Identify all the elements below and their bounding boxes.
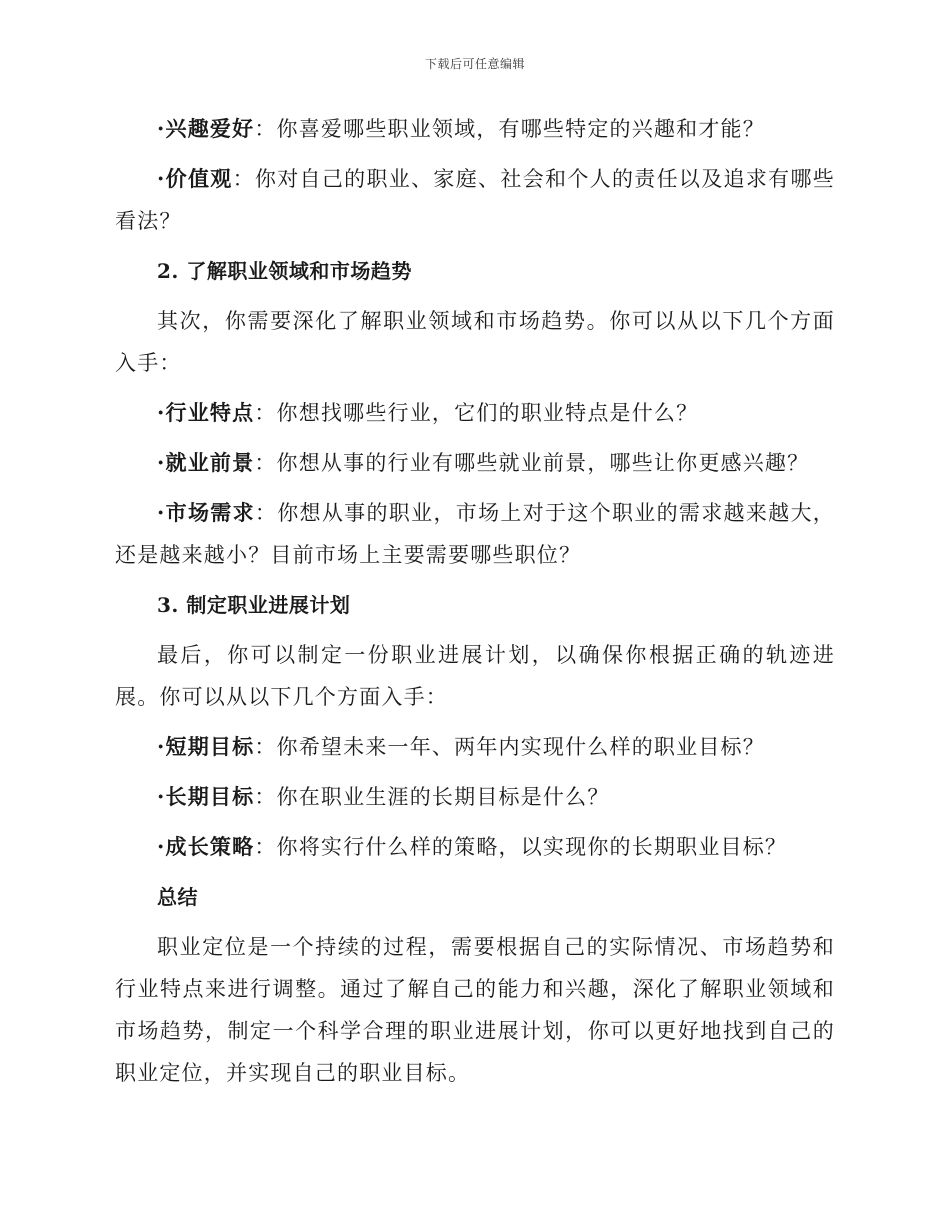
bullet-text: 你想从事的行业有哪些就业前景，哪些让你更感兴趣？ [276, 451, 810, 475]
bullet-text: 你想从事的职业，市场上对于这个职业的需求越来越大，还是越来越小？目前市场上主要需要哪些职位？ [115, 501, 836, 567]
bullet-term: 成长策略 [165, 834, 255, 859]
bullet-dot: · [157, 834, 166, 859]
bullet-interests [115, 108, 835, 150]
bullet-separator: ： [254, 785, 277, 809]
bullet-text: 你对自己的职业、家庭、社会和个人的责任以及追求有哪些看法？ [115, 167, 835, 233]
bullet-growth [115, 826, 835, 868]
bullet-separator: ： [254, 451, 277, 475]
bullet-dot: · [157, 166, 166, 191]
bullet-short-term [115, 726, 835, 768]
bullet-separator: ： [254, 735, 277, 759]
paragraph-market-intro: 其次，你需要深化了解职业领域和市场趋势。你可以从以下几个方面入手： [115, 309, 835, 375]
bullet-dot: · [157, 116, 166, 141]
bullet-industry [115, 392, 835, 434]
bullet-separator: ： [232, 167, 255, 191]
section-heading-summary: 总结 [157, 885, 198, 909]
bullet-values [115, 158, 835, 242]
bullet-text: 你在职业生涯的长期目标是什么？ [276, 785, 610, 809]
bullet-dot: · [157, 734, 166, 759]
bullet-term: 兴趣爱好 [165, 116, 255, 141]
section-heading-plan: 3. 制定职业进展计划 [157, 593, 351, 617]
bullet-prospects [115, 442, 835, 484]
bullet-term: 短期目标 [165, 734, 255, 759]
bullet-text: 你喜爱哪些职业领域，有哪些特定的兴趣和才能？ [276, 117, 765, 141]
bullet-term: 价值观 [165, 166, 233, 191]
bullet-term: 市场需求 [165, 500, 255, 525]
bullet-term: 长期目标 [165, 784, 255, 809]
bullet-text: 你希望未来一年、两年内实现什么样的职业目标？ [276, 735, 765, 759]
paragraph-summary: 职业定位是一个持续的过程，需要根据自己的实际情况、市场趋势和行业特点来进行调整。通过了解自己的能力和兴趣，深化了解职业领域和市场趋势，制定一个科学合理的职业进展计划，你可以更好地找到自己的职业定位，并实现自己的职业目标。 [115, 935, 835, 1085]
bullet-text: 你想找哪些行业，它们的职业特点是什么？ [276, 401, 699, 425]
bullet-term: 就业前景 [165, 450, 255, 475]
document-body [115, 108, 835, 1102]
bullet-dot: · [157, 450, 166, 475]
bullet-separator: ： [254, 835, 277, 859]
bullet-separator: ： [254, 501, 278, 525]
bullet-separator: ： [254, 117, 277, 141]
page-header: 下载后可任意编辑 [424, 57, 525, 71]
section-heading-market: 2. 了解职业领域和市场趋势 [157, 259, 412, 283]
bullet-dot: · [157, 784, 166, 809]
bullet-demand [115, 492, 835, 576]
bullet-long-term [115, 776, 835, 818]
bullet-text: 你将实行什么样的策略，以实现你的长期职业目标？ [276, 835, 788, 859]
bullet-term: 行业特点 [165, 400, 255, 425]
bullet-dot: · [157, 500, 166, 525]
bullet-separator: ： [254, 401, 277, 425]
paragraph-plan-intro: 最后，你可以制定一份职业进展计划，以确保你根据正确的轨迹进展。你可以从以下几个方面入手： [115, 643, 835, 709]
bullet-dot: · [157, 400, 166, 425]
